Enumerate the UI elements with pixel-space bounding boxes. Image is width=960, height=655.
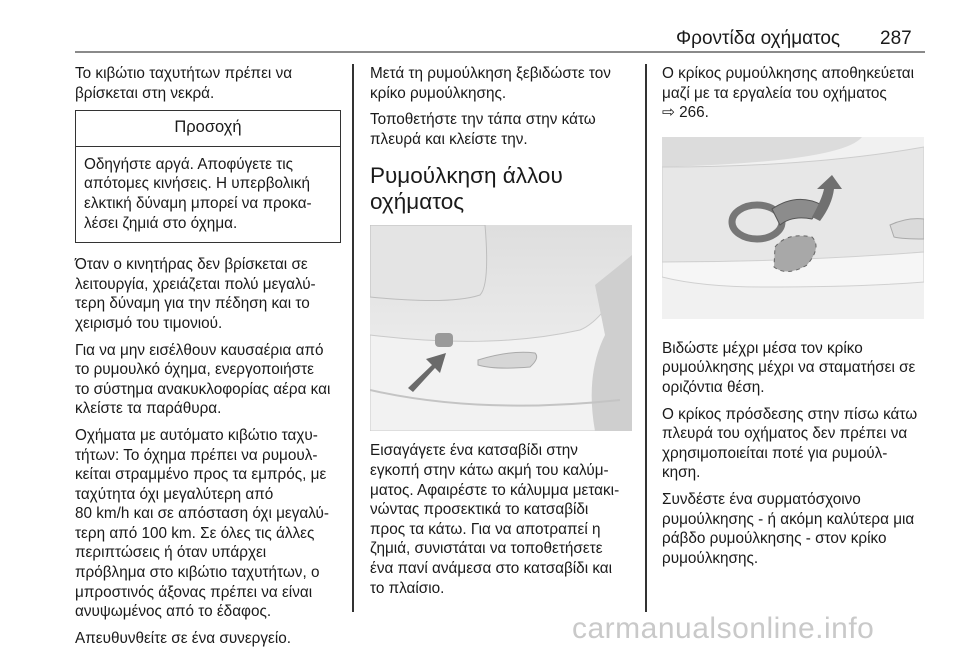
paragraph: Για να μην εισέλθουν καυσαέρια από το ρυμουλκό όχημα, ενεργοποιήστε το σύστημα ανακυκλοφορίας αέρα και κλείστε τα παράθυρα.	[75, 341, 331, 418]
column-divider	[352, 64, 354, 612]
paragraph: Βιδώστε μέχρι μέσα τον κρίκο ρυμούλκησης μέχρι να σταματήσει σε οριζόντια θέση.	[662, 339, 916, 396]
warning-box	[75, 110, 341, 243]
section-heading: Ρυμούλκηση άλλου οχήματος	[370, 163, 563, 215]
paragraph: Συνδέστε ένα συρματόσχοινο ρυμούλκησης - ή ακόμη καλύτερα μια ράβδο ρυμούλκησης - στον κρίκο ρυμούλκησης.	[662, 490, 915, 567]
paragraph: Όταν ο κινητήρας δεν βρίσκεται σε λειτουργία, χρειάζεται πολύ μεγαλύ- τερη δύναμη για την πέδηση και το χειρισμό του τιμονιού.	[75, 256, 316, 332]
warning-title: Προσοχή	[76, 111, 340, 147]
paragraph: Απευθυνθείτε σε ένα συνεργείο.	[75, 629, 291, 647]
page-reference-link[interactable]: 266.	[679, 104, 709, 122]
paragraph: Εισαγάγετε ένα κατσαβίδι στην εγκοπή στην κάτω ακμή του καλύμ- ματος. Αφαιρέστε το κάλυμμα μετακι- νώντας προσεκτικά το κατσαβίδι προς τα κάτω. Για να αποτραπεί η ζημιά, συνιστάται να τοποθετήσετε ένα πανί ανάμεσα στο κατσαβίδι και το πλαίσιο.	[370, 442, 620, 597]
section-title: Φροντίδα οχήματος	[676, 28, 841, 49]
paragraph	[662, 64, 932, 123]
rear-bumper-cover-illustration	[370, 225, 632, 431]
arrow-reference-icon: ⇨	[662, 104, 680, 122]
paragraph: Οχήματα με αυτόματο κιβώτιο ταχυ- τήτων: Το όχημα πρέπει να ρυμουλ- κείται στραμμένο προς τα εμπρός, με ταχύτητα όχι μεγαλύτερη από 80 km/h και σε απόσταση όχι μεγαλύ- τερη από 100 km. Σε όλες τις άλλες περιπτώσεις ή όταν υπάρχει πρόβλημα στο κιβώτιο ταχυτήτων, ο μπροστινός άξονας πρέπει να είναι ανυψωμένος από το έδαφος.	[75, 426, 329, 621]
column-3	[662, 64, 932, 575]
watermark: carmanualsonline.info	[572, 612, 875, 645]
column-divider	[645, 64, 647, 612]
warning-body: Οδηγήστε αργά. Αποφύγετε τις απότομες κινήσεις. Η υπερβολική ελκτική δύναμη μπορεί να προκα- λέσει ζημιά στο όχημα.	[84, 155, 312, 232]
column-2	[370, 64, 635, 605]
towing-eye-illustration	[662, 137, 924, 319]
page-number: 287	[880, 28, 912, 49]
paragraph-text: Ο κρίκος ρυμούλκησης αποθηκεύεται μαζί με τα εργαλεία του οχήματος	[662, 65, 915, 102]
column-1	[75, 64, 345, 655]
paragraph: Ο κρίκος πρόσδεσης στην πίσω κάτω πλευρά του οχήματος δεν πρέπει να χρησιμοποιείται ποτέ για ρυμούλ- κηση.	[662, 405, 918, 482]
paragraph: Το κιβώτιο ταχυτήτων πρέπει να βρίσκεται στη νεκρά.	[75, 65, 293, 102]
header-rule	[75, 51, 925, 53]
paragraph: Μετά τη ρυμούλκηση ξεβιδώστε τον κρίκο ρυμούλκησης.	[370, 65, 611, 102]
paragraph: Τοποθετήστε την τάπα στην κάτω πλευρά και κλείστε την.	[370, 111, 596, 148]
